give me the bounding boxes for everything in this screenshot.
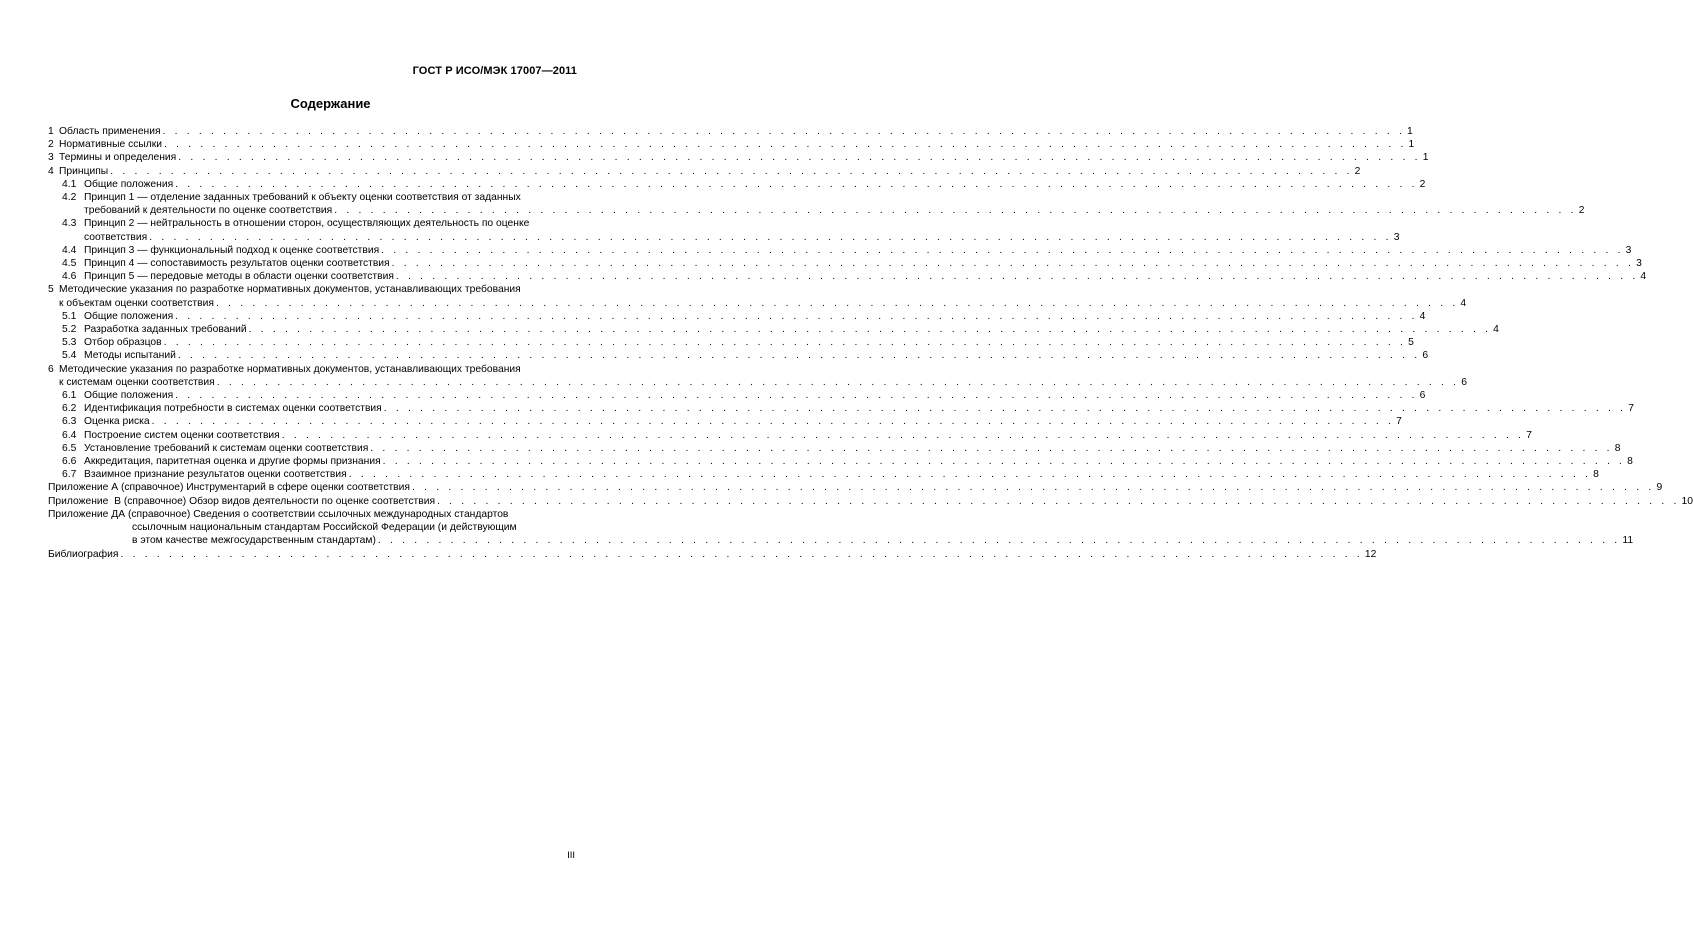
toc-entry-5-2[interactable]: 5.2 Разработка заданных требований . . . . . . . . . . . . . . . . . . . . . . . . . . . . . . . . . . . . . . . . . . . . . . . . . . . . . . . . . . . . . . . . . . . . . . . . . . . . . . . . . . . . . . . . . . . . . . . . . . . . . . . 4 — [62, 324, 1499, 336]
toc-entry-3[interactable]: 3 Термины и определения . . . . . . . . . . . . . . . . . . . . . . . . . . . . . . . . . . . . . . . . . . . . . . . . . . . . . . . . . . . . . . . . . . . . . . . . . . . . . . . . . . . . . . . . . . . . . . . . . . . . . . . 1 — [48, 152, 1429, 164]
toc-entry-6-1[interactable]: 6.1 Общие положения . . . . . . . . . . . . . . . . . . . . . . . . . . . . . . . . . . . . . . . . . . . . . . . . . . . . . . . . . . . . . . . . . . . . . . . . . . . . . . . . . . . . . . . . . . . . . . . . . . . . . . . 6 — [62, 390, 1426, 402]
toc-entry-4-4[interactable]: 4.4 Принцип 3 — функциональный подход к оценке соответствия . . . . . . . . . . . . . . . . . . . . . . . . . . . . . . . . . . . . . . . . . . . . . . . . . . . . . . . . . . . . . . . . . . . . . . . . . . . . . . . . . . . . . . . . . . . . . . . . . . . . . . . 3 — [62, 244, 1632, 256]
page-number: III — [567, 850, 575, 861]
toc-entry-5-3[interactable]: 5.3 Отбор образцов . . . . . . . . . . . . . . . . . . . . . . . . . . . . . . . . . . . . . . . . . . . . . . . . . . . . . . . . . . . . . . . . . . . . . . . . . . . . . . . . . . . . . . . . . . . . . . . . . . . . . . . 5 — [62, 337, 1414, 349]
toc-entry-2[interactable]: 2 Нормативные ссылки . . . . . . . . . . . . . . . . . . . . . . . . . . . . . . . . . . . . . . . . . . . . . . . . . . . . . . . . . . . . . . . . . . . . . . . . . . . . . . . . . . . . . . . . . . . . . . . . . . . . . . . 1 — [48, 139, 1415, 151]
toc-entry-6-2[interactable]: 6.2 Идентификация потребности в системах оценки соответствия . . . . . . . . . . . . . . . . . . . . . . . . . . . . . . . . . . . . . . . . . . . . . . . . . . . . . . . . . . . . . . . . . . . . . . . . . . . . . . . . . . . . . . . . . . . . . . . . . . . . . . . 7 — [62, 403, 1634, 415]
toc-entry-4-2[interactable]: 4.2 Принцип 1 — отделение заданных требований к объекту оценки соответствия от заданных требований к деятельности по оценке соответствия . . . . . . . . . . . . . . . . . . . . . . . . . . . . . . . . . . . . . . . . . . . . . . . . . . . . . . . . . . . . . . . . . . . . . . . . . . . . . . . . . . . . . . . . . . . . . . . . . . . . . . . 2 — [62, 192, 1585, 217]
toc-entry-6-3[interactable]: 6.3 Оценка риска . . . . . . . . . . . . . . . . . . . . . . . . . . . . . . . . . . . . . . . . . . . . . . . . . . . . . . . . . . . . . . . . . . . . . . . . . . . . . . . . . . . . . . . . . . . . . . . . . . . . . . . 7 — [62, 416, 1402, 428]
toc-entry-4[interactable]: 4 Принципы . . . . . . . . . . . . . . . . . . . . . . . . . . . . . . . . . . . . . . . . . . . . . . . . . . . . . . . . . . . . . . . . . . . . . . . . . . . . . . . . . . . . . . . . . . . . . . . . . . . . . . . 2 — [48, 165, 1361, 177]
toc-entry-6-7[interactable]: 6.7 Взаимное признание результатов оценки соответствия . . . . . . . . . . . . . . . . . . . . . . . . . . . . . . . . . . . . . . . . . . . . . . . . . . . . . . . . . . . . . . . . . . . . . . . . . . . . . . . . . . . . . . . . . . . . . . . . . . . . . . . 8 — [62, 469, 1599, 481]
toc-entry-6-4[interactable]: 6.4 Построение систем оценки соответствия . . . . . . . . . . . . . . . . . . . . . . . . . . . . . . . . . . . . . . . . . . . . . . . . . . . . . . . . . . . . . . . . . . . . . . . . . . . . . . . . . . . . . . . . . . . . . . . . . . . . . . . 7 — [62, 429, 1532, 441]
toc-entry-appendix-da[interactable]: Приложение ДА (справочное) Сведения о соответствии ссылочных международных стандартов ссылочным национальным стандартам Российской Федерации (и действующим в этом качестве межгосударственным стандартам) . . . . . . . . . . . . . . . . . . . . . . . . . . . . . . . . . . . . . . . . . . . . . . . . . . . . . . . . . . . . . . . . . . . . . . . . . . . . . . . . . . . . . . . . . . . . . . . . . . . . . . . 11 — [48, 508, 1634, 547]
toc-entry-5-4[interactable]: 5.4 Методы испытаний . . . . . . . . . . . . . . . . . . . . . . . . . . . . . . . . . . . . . . . . . . . . . . . . . . . . . . . . . . . . . . . . . . . . . . . . . . . . . . . . . . . . . . . . . . . . . . . . . . . . . . . 6 — [62, 350, 1429, 362]
toc-entry-5-1[interactable]: 5.1 Общие положения . . . . . . . . . . . . . . . . . . . . . . . . . . . . . . . . . . . . . . . . . . . . . . . . . . . . . . . . . . . . . . . . . . . . . . . . . . . . . . . . . . . . . . . . . . . . . . . . . . . . . . . 4 — [62, 310, 1426, 322]
toc-entry-4-3[interactable]: 4.3 Принцип 2 — нейтральность в отношении сторон, осуществляющих деятельность по оценке соответствия . . . . . . . . . . . . . . . . . . . . . . . . . . . . . . . . . . . . . . . . . . . . . . . . . . . . . . . . . . . . . . . . . . . . . . . . . . . . . . . . . . . . . . . . . . . . . . . . . . . . . . . 3 — [62, 218, 1400, 243]
toc-entry-4-1[interactable]: 4.1 Общие положения . . . . . . . . . . . . . . . . . . . . . . . . . . . . . . . . . . . . . . . . . . . . . . . . . . . . . . . . . . . . . . . . . . . . . . . . . . . . . . . . . . . . . . . . . . . . . . . . . . . . . . . 2 — [62, 178, 1426, 190]
toc-entry-6-5[interactable]: 6.5 Установление требований к системам оценки соответствия . . . . . . . . . . . . . . . . . . . . . . . . . . . . . . . . . . . . . . . . . . . . . . . . . . . . . . . . . . . . . . . . . . . . . . . . . . . . . . . . . . . . . . . . . . . . . . . . . . . . . . . 8 — [62, 442, 1621, 454]
toc-entry-5[interactable]: 5 Методические указания по разработке нормативных документов, устанавливающих требования к объектам оценки соответствия . . . . . . . . . . . . . . . . . . . . . . . . . . . . . . . . . . . . . . . . . . . . . . . . . . . . . . . . . . . . . . . . . . . . . . . . . . . . . . . . . . . . . . . . . . . . . . . . . . . . . . . 4 — [48, 284, 1467, 309]
toc-entry-1[interactable]: 1 Область применения . . . . . . . . . . . . . . . . . . . . . . . . . . . . . . . . . . . . . . . . . . . . . . . . . . . . . . . . . . . . . . . . . . . . . . . . . . . . . . . . . . . . . . . . . . . . . . . . . . . . . . . 1 — [48, 126, 1413, 137]
toc-entry-appendix-a[interactable]: Приложение А (справочное) Инструментарий в сфере оценки соответствия . . . . . . . . . . . . . . . . . . . . . . . . . . . . . . . . . . . . . . . . . . . . . . . . . . . . . . . . . . . . . . . . . . . . . . . . . . . . . . . . . . . . . . . . . . . . . . . . . . . . . . . 9 — [48, 482, 1663, 494]
toc-entry-appendix-b[interactable]: Приложение В (справочное) Обзор видов деятельности по оценке соответствия . . . . . . . . . . . . . . . . . . . . . . . . . . . . . . . . . . . . . . . . . . . . . . . . . . . . . . . . . . . . . . . . . . . . . . . . . . . . . . . . . . . . . . . . . . . . . . . . . . . . . . . 10 — [48, 495, 1693, 507]
toc-entry-6[interactable]: 6 Методические указания по разработке нормативных документов, устанавливающих требования к системам оценки соответствия . . . . . . . . . . . . . . . . . . . . . . . . . . . . . . . . . . . . . . . . . . . . . . . . . . . . . . . . . . . . . . . . . . . . . . . . . . . . . . . . . . . . . . . . . . . . . . . . . . . . . . . 6 — [48, 363, 1467, 388]
toc-entry-4-6[interactable]: 4.6 Принцип 5 — передовые методы в области оценки соответствия . . . . . . . . . . . . . . . . . . . . . . . . . . . . . . . . . . . . . . . . . . . . . . . . . . . . . . . . . . . . . . . . . . . . . . . . . . . . . . . . . . . . . . . . . . . . . . . . . . . . . . . 4 — [62, 271, 1647, 283]
page-title: Содержание — [290, 96, 371, 111]
document-code: ГОСТ Р ИСО/МЭК 17007—2011 — [412, 65, 577, 77]
table-of-contents — [48, 125, 1693, 561]
toc-entry-bibliography[interactable]: Библиография . . . . . . . . . . . . . . . . . . . . . . . . . . . . . . . . . . . . . . . . . . . . . . . . . . . . . . . . . . . . . . . . . . . . . . . . . . . . . . . . . . . . . . . . . . . . . . . . . . . . . . . 12 — [48, 548, 1377, 560]
toc-entry-6-6[interactable]: 6.6 Аккредитация, паритетная оценка и другие формы признания . . . . . . . . . . . . . . . . . . . . . . . . . . . . . . . . . . . . . . . . . . . . . . . . . . . . . . . . . . . . . . . . . . . . . . . . . . . . . . . . . . . . . . . . . . . . . . . . . . . . . . . 8 — [62, 456, 1633, 468]
toc-entry-4-5[interactable]: 4.5 Принцип 4 — сопоставимость результатов оценки соответствия . . . . . . . . . . . . . . . . . . . . . . . . . . . . . . . . . . . . . . . . . . . . . . . . . . . . . . . . . . . . . . . . . . . . . . . . . . . . . . . . . . . . . . . . . . . . . . . . . . . . . . . 3 — [62, 258, 1642, 270]
